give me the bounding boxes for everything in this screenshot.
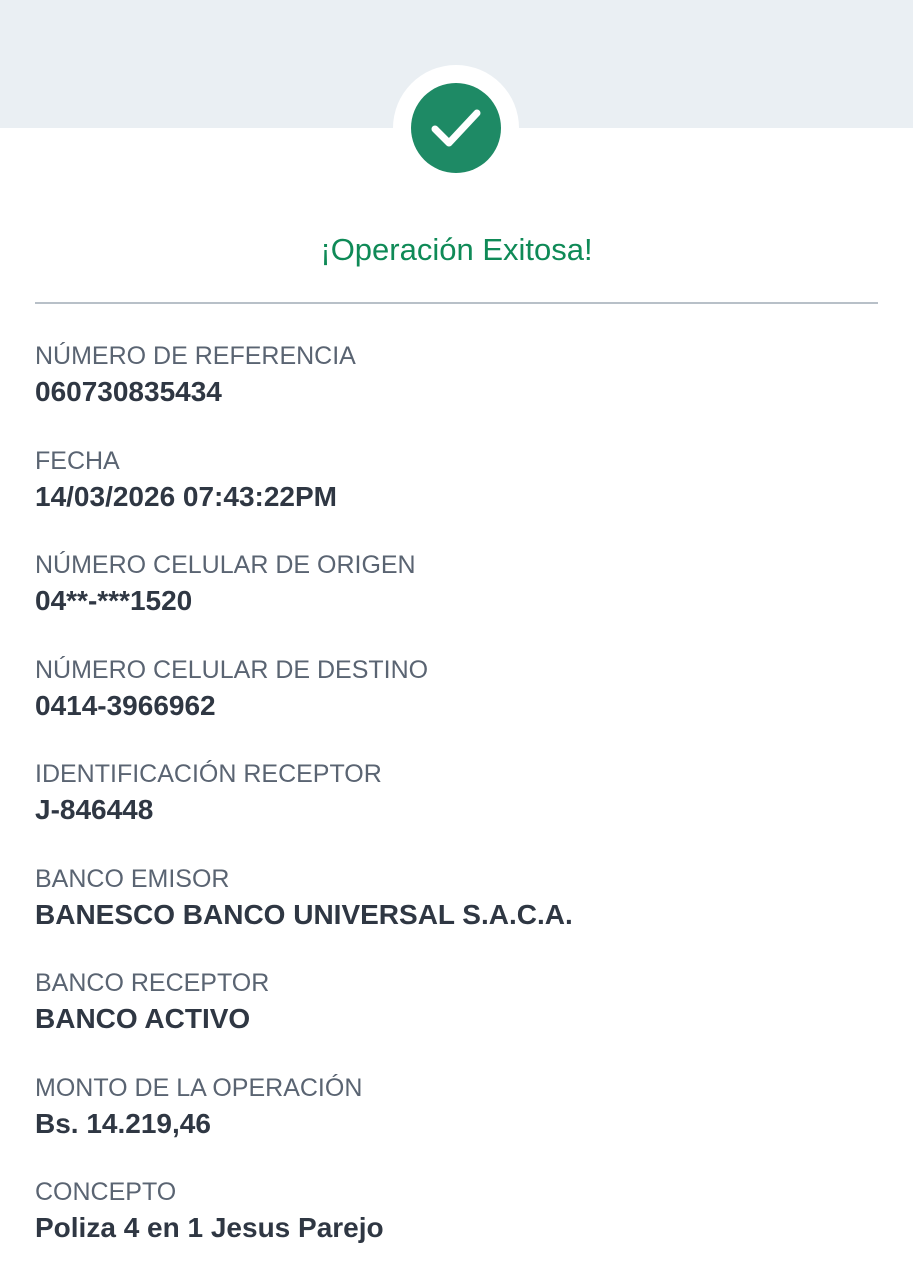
field-date (35, 443, 878, 548)
check-icon (411, 83, 501, 173)
field-value: J-846448 (35, 794, 154, 825)
field-value: 14/03/2026 07:43:22PM (35, 480, 337, 512)
field-amount (35, 1070, 878, 1175)
field-label: IDENTIFICACIÓN RECEPTOR (35, 760, 382, 788)
field-label: BANCO RECEPTOR (35, 969, 270, 997)
details-list (35, 338, 878, 1279)
field-label: CONCEPTO (35, 1178, 177, 1206)
field-label: BANCO EMISOR (35, 864, 230, 893)
field-label: NÚMERO DE REFERENCIA (35, 342, 356, 370)
field-label: MONTO DE LA OPERACIÓN (35, 1073, 363, 1102)
field-destination-phone (35, 652, 878, 757)
status-badge (393, 65, 519, 191)
field-value: BANESCO BANCO UNIVERSAL S.A.C.A. (35, 898, 573, 930)
page-title: ¡Operación Exitosa! (320, 232, 593, 267)
field-reference-number (35, 338, 878, 443)
field-receiving-bank (35, 965, 878, 1070)
field-origin-phone (35, 547, 878, 652)
field-issuing-bank (35, 861, 878, 966)
field-value: Bs. 14.219,46 (35, 1107, 211, 1139)
field-value: 04**-***1520 (35, 585, 193, 616)
field-receiver-id (35, 756, 878, 861)
field-concept (35, 1174, 878, 1279)
field-label: FECHA (35, 446, 120, 475)
field-label: NÚMERO CELULAR DE ORIGEN (35, 551, 416, 579)
field-value: Poliza 4 en 1 Jesus Parejo (35, 1212, 384, 1243)
field-value: 0414-3966962 (35, 689, 216, 721)
field-value: 060730835434 (35, 376, 222, 407)
field-value: BANCO ACTIVO (35, 1003, 251, 1034)
field-label: NÚMERO CELULAR DE DESTINO (35, 655, 429, 684)
divider (35, 302, 878, 304)
